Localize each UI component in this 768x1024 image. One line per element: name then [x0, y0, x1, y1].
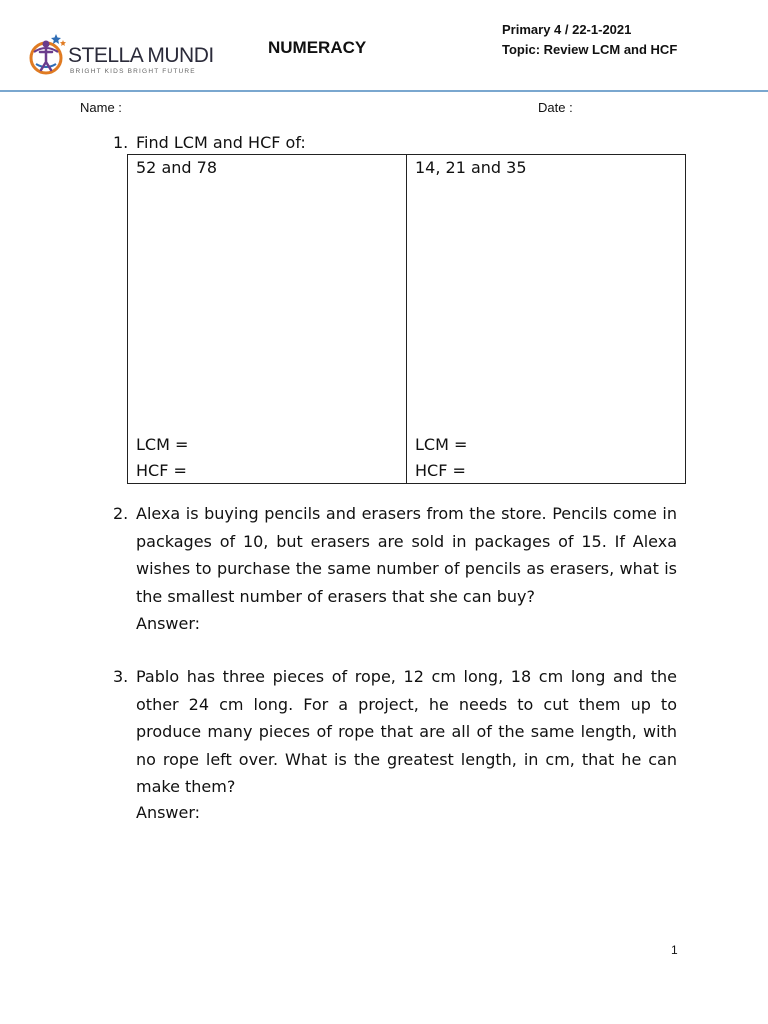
header-divider: [0, 90, 768, 92]
question-text: Alexa is buying pencils and erasers from the store. Pencils come in packages of 10, but erasers are sold in packages of 15. If Alexa wishes to purchase the same number of pencils as erasers, what is the smallest number of erasers that she can buy?: [136, 504, 677, 606]
topic: Topic: Review LCM and HCF: [502, 42, 678, 57]
logo-name: STELLA MUNDI: [68, 44, 214, 67]
class-date: Primary 4 / 22-1-2021: [502, 22, 632, 37]
hcf-label: HCF =: [415, 461, 466, 480]
question-text: Pablo has three pieces of rope, 12 cm long, 18 cm long and the other 24 cm long. For a project, he needs to cut them up to produce many pieces of rope that are all of the same length, with no rope left over. What is the greatest length, in cm, that he can make them?: [136, 667, 677, 796]
question-number: 3.: [113, 667, 129, 686]
worksheet-meta: [502, 20, 677, 60]
answer-label: Answer:: [136, 614, 201, 633]
answer-grid: [127, 154, 686, 484]
answer-cell-right: [407, 155, 685, 483]
lcm-label: LCM =: [136, 435, 189, 454]
answer-cell-left: [128, 155, 407, 483]
question-1: [113, 129, 683, 157]
subject-title: NUMERACY: [268, 38, 367, 57]
date-label: Date :: [538, 100, 573, 115]
lcm-label: LCM =: [415, 435, 468, 454]
cell-heading: 14, 21 and 35: [415, 158, 527, 177]
question-text: Find LCM and HCF of:: [136, 133, 306, 152]
cell-heading: 52 and 78: [136, 158, 217, 177]
question-3: [113, 663, 683, 833]
question-2: [113, 500, 683, 640]
logo-tagline: BRIGHT KIDS BRIGHT FUTURE: [70, 68, 196, 75]
globe-figure-icon: [26, 30, 70, 80]
name-label: Name :: [80, 100, 122, 115]
hcf-label: HCF =: [136, 461, 187, 480]
question-number: 2.: [113, 504, 129, 523]
question-number: 1.: [113, 133, 129, 152]
page-number: 1: [671, 943, 678, 957]
school-logo: [26, 30, 214, 80]
answer-label: Answer:: [136, 803, 201, 822]
